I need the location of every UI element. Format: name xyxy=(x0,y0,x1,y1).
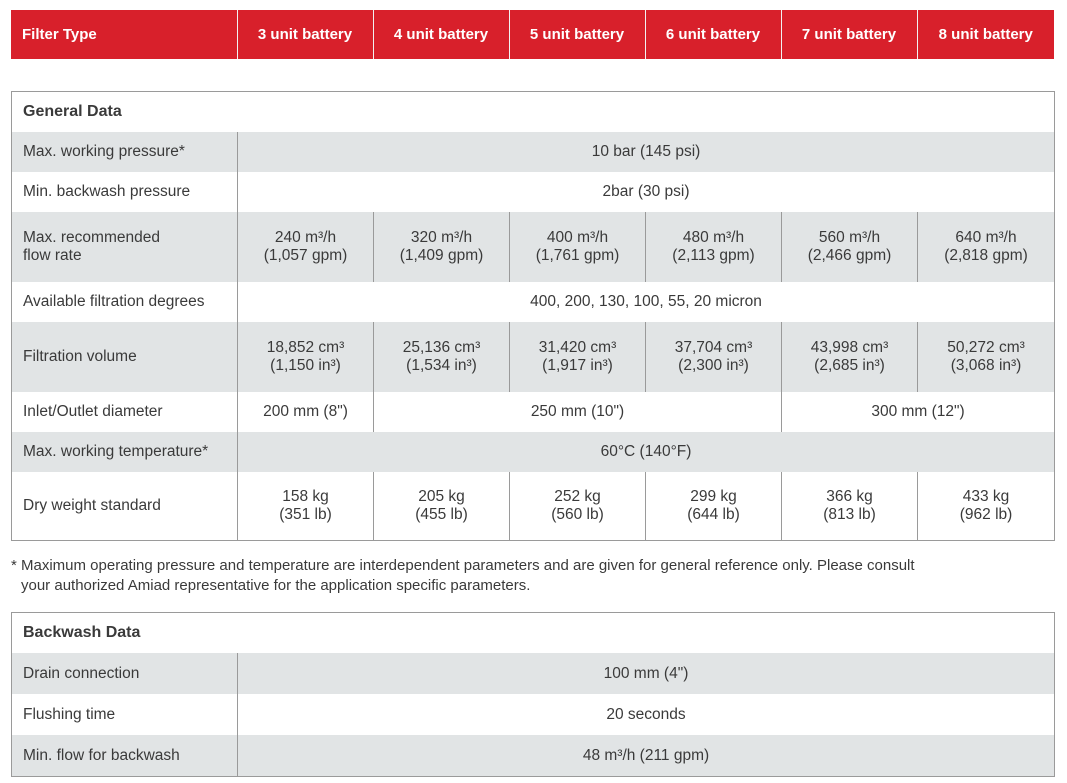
backwash-data-table xyxy=(11,612,1055,777)
label-max-working-temperature: Max. working temperature* xyxy=(12,432,238,472)
value-filtration-degrees: 400, 200, 130, 100, 55, 20 micron xyxy=(238,282,1055,322)
row-flow-rate xyxy=(12,212,1055,282)
header-6-unit: 6 unit battery xyxy=(645,10,781,59)
dry-weight-cell: 433 kg (962 lb) xyxy=(918,472,1055,541)
value-inlet-outlet-3unit: 200 mm (8") xyxy=(238,392,374,432)
dry-weight-cell: 366 kg (813 lb) xyxy=(782,472,918,541)
label-flow-rate-line2: flow rate xyxy=(23,247,82,264)
dry-weight-cell: 158 kg (351 lb) xyxy=(238,472,374,541)
header-5-unit: 5 unit battery xyxy=(509,10,645,59)
flow-rate-cell: 240 m³/h (1,057 gpm) xyxy=(238,212,374,282)
value-drain-connection: 100 mm (4") xyxy=(238,653,1055,694)
label-min-flow-backwash: Min. flow for backwash xyxy=(12,735,238,777)
filtration-volume-cell: 37,704 cm³ (2,300 in³) xyxy=(646,322,782,392)
flow-rate-cell: 400 m³/h (1,761 gpm) xyxy=(510,212,646,282)
dry-weight-cell: 299 kg (644 lb) xyxy=(646,472,782,541)
row-inlet-outlet-diameter xyxy=(12,392,1055,432)
dry-weight-cell: 205 kg (455 lb) xyxy=(374,472,510,541)
label-dry-weight: Dry weight standard xyxy=(12,472,238,541)
header-7-unit: 7 unit battery xyxy=(781,10,917,59)
backwash-data-section xyxy=(12,613,1055,654)
label-flow-rate-line1: Max. recommended xyxy=(23,229,160,246)
footnote-line2: your authorized Amiad representative for the application specific parameters. xyxy=(21,577,531,594)
filtration-volume-cell: 43,998 cm³ (2,685 in³) xyxy=(782,322,918,392)
general-data-table xyxy=(11,91,1055,541)
row-max-working-pressure xyxy=(12,132,1055,172)
label-min-backwash-pressure: Min. backwash pressure xyxy=(12,172,238,212)
row-drain-connection xyxy=(12,653,1055,694)
label-drain-connection: Drain connection xyxy=(12,653,238,694)
general-data-title: General Data xyxy=(12,92,1055,133)
flow-rate-cell: 640 m³/h (2,818 gpm) xyxy=(918,212,1055,282)
value-max-working-temperature: 60°C (140°F) xyxy=(238,432,1055,472)
flow-rate-cell: 560 m³/h (2,466 gpm) xyxy=(782,212,918,282)
row-max-working-temperature xyxy=(12,432,1055,472)
row-min-flow-backwash xyxy=(12,735,1055,777)
backwash-data-title: Backwash Data xyxy=(12,613,1055,654)
filtration-volume-cell: 25,136 cm³ (1,534 in³) xyxy=(374,322,510,392)
label-filtration-degrees: Available filtration degrees xyxy=(12,282,238,322)
value-inlet-outlet-7-8unit: 300 mm (12") xyxy=(782,392,1055,432)
row-filtration-volume xyxy=(12,322,1055,392)
header-8-unit: 8 unit battery xyxy=(917,10,1054,59)
filtration-volume-cell: 18,852 cm³ (1,150 in³) xyxy=(238,322,374,392)
label-max-working-pressure: Max. working pressure* xyxy=(12,132,238,172)
header-3-unit: 3 unit battery xyxy=(237,10,373,59)
label-flushing-time: Flushing time xyxy=(12,694,238,735)
label-filtration-volume: Filtration volume xyxy=(12,322,238,392)
footnote-asterisk: * xyxy=(11,557,17,574)
flow-rate-cell: 320 m³/h (1,409 gpm) xyxy=(374,212,510,282)
filtration-volume-cell: 50,272 cm³ (3,068 in³) xyxy=(918,322,1055,392)
filter-type-header xyxy=(11,10,1054,59)
row-dry-weight xyxy=(12,472,1055,541)
dry-weight-cell: 252 kg (560 lb) xyxy=(510,472,646,541)
header-4-unit: 4 unit battery xyxy=(373,10,509,59)
header-filter-type: Filter Type xyxy=(11,10,237,59)
general-data-section xyxy=(12,92,1055,133)
label-flow-rate xyxy=(12,212,238,282)
footnote xyxy=(11,556,1056,596)
filtration-volume-cell: 31,420 cm³ (1,917 in³) xyxy=(510,322,646,392)
label-inlet-outlet-diameter: Inlet/Outlet diameter xyxy=(12,392,238,432)
row-filtration-degrees xyxy=(12,282,1055,322)
value-inlet-outlet-4-6unit: 250 mm (10") xyxy=(374,392,782,432)
flow-rate-cell: 480 m³/h (2,113 gpm) xyxy=(646,212,782,282)
value-flushing-time: 20 seconds xyxy=(238,694,1055,735)
row-flushing-time xyxy=(12,694,1055,735)
footnote-line1: Maximum operating pressure and temperature are interdependent parameters and are given for general reference only. Please consult xyxy=(21,557,915,574)
value-min-backwash-pressure: 2bar (30 psi) xyxy=(238,172,1055,212)
value-min-flow-backwash: 48 m³/h (211 gpm) xyxy=(238,735,1055,777)
row-min-backwash-pressure xyxy=(12,172,1055,212)
value-max-working-pressure: 10 bar (145 psi) xyxy=(238,132,1055,172)
